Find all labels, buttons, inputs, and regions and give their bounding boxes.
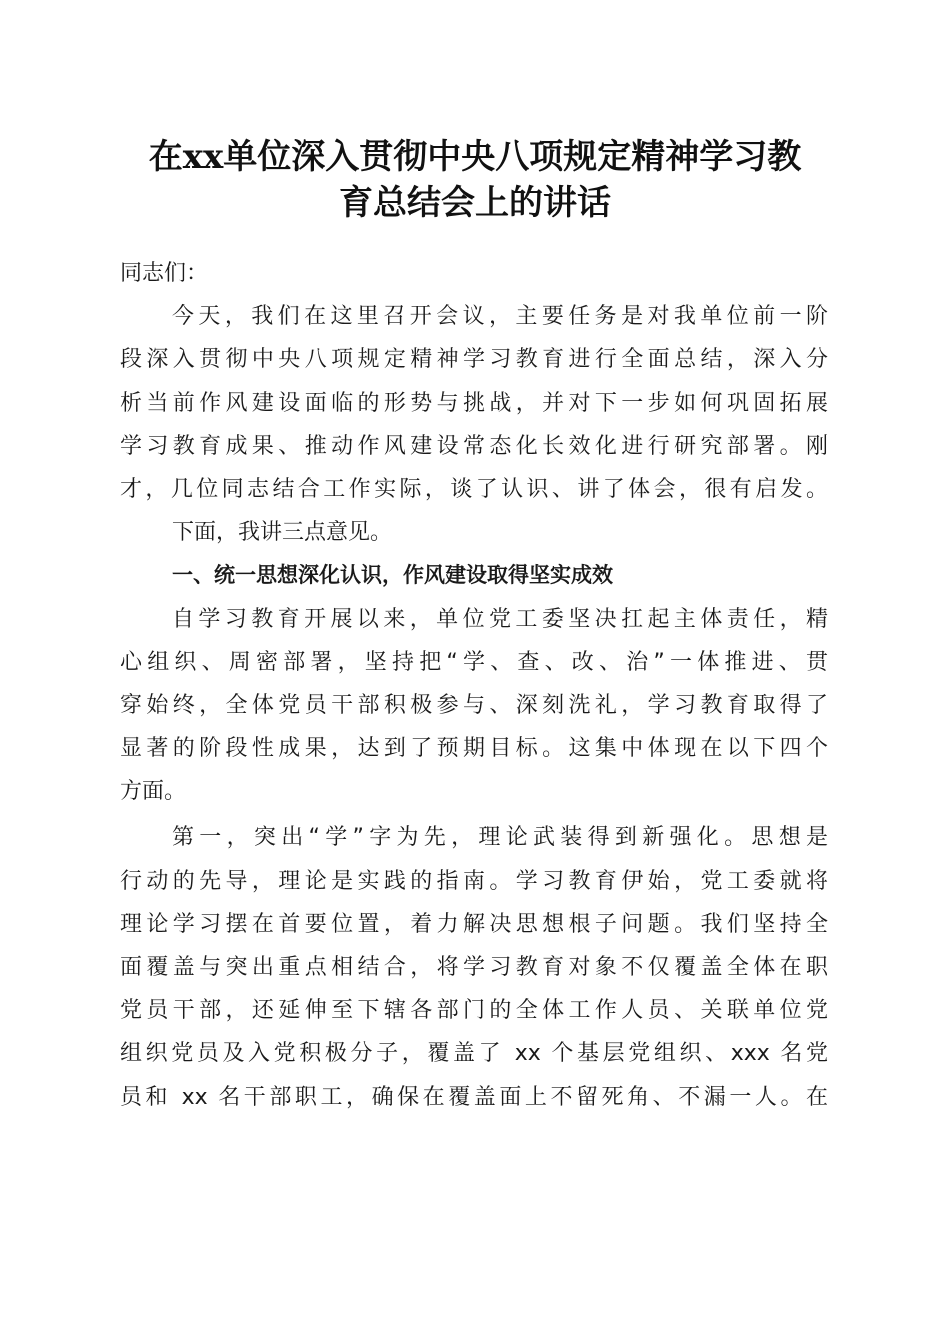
- section-heading: 一、统一思想深化认识，作风建设取得坚实成效: [172, 563, 613, 588]
- paragraph-line: 员和 xx 名干部职工，确保在覆盖面上不留死角、不漏一人。在: [120, 1084, 828, 1110]
- paragraph-line: 第一，突出“学”字为先，理论武装得到新强化。思想是: [172, 825, 828, 851]
- paragraph-intro: [120, 511, 828, 554]
- paragraph-line: 心组织、周密部署，坚持把“学、查、改、治”一体推进、贯: [120, 649, 828, 675]
- paragraph-line: 方面。: [120, 779, 187, 805]
- paragraph-line: 今天，我们在这里召开会议，主要任务是对我单位前一阶: [172, 304, 828, 330]
- paragraph-opening: [120, 295, 828, 511]
- paragraph-line: 析当前作风建设面临的形势与挑战，并对下一步如何巩固拓展: [120, 390, 828, 416]
- paragraph-achievements: [120, 598, 828, 814]
- title-line: 育总结会上的讲话: [339, 183, 611, 223]
- paragraph-line: 才，几位同志结合工作实际，谈了认识、讲了体会，很有启发。: [120, 476, 828, 502]
- paragraph-line: 党员干部，还延伸至下辖各部门的全体工作人员、关联单位党: [120, 998, 828, 1024]
- paragraph-line: 行动的先导，理论是实践的指南。学习教育伊始，党工委就将: [120, 868, 828, 894]
- title-line: 在xx单位深入贯彻中央八项规定精神学习教: [148, 137, 802, 177]
- paragraph-line: 显著的阶段性成果，达到了预期目标。这集中体现在以下四个: [120, 736, 828, 762]
- paragraph-line: 下面，我讲三点意见。: [172, 520, 393, 546]
- paragraph-line: 段深入贯彻中央八项规定精神学习教育进行全面总结，深入分: [120, 347, 828, 373]
- paragraph-line: 学习教育成果、推动作风建设常态化长效化进行研究部署。刚: [120, 433, 828, 459]
- paragraph-line: 组织党员及入党积极分子，覆盖了 xx 个基层党组织、xxx 名党: [120, 1041, 828, 1067]
- paragraph-line: 自学习教育开展以来，单位党工委坚决扛起主体责任，精: [172, 606, 828, 632]
- salutation: 同志们：: [120, 261, 209, 286]
- document-body: [120, 252, 828, 1119]
- document-title: [115, 134, 835, 226]
- paragraph-line: 理论学习摆在首要位置，着力解决思想根子问题。我们坚持全: [120, 911, 828, 937]
- paragraph-line: 穿始终，全体党员干部积极参与、深刻洗礼，学习教育取得了: [120, 692, 828, 718]
- paragraph-first-point: [120, 816, 828, 1118]
- paragraph-line: 面覆盖与突出重点相结合，将学习教育对象不仅覆盖全体在职: [120, 955, 828, 980]
